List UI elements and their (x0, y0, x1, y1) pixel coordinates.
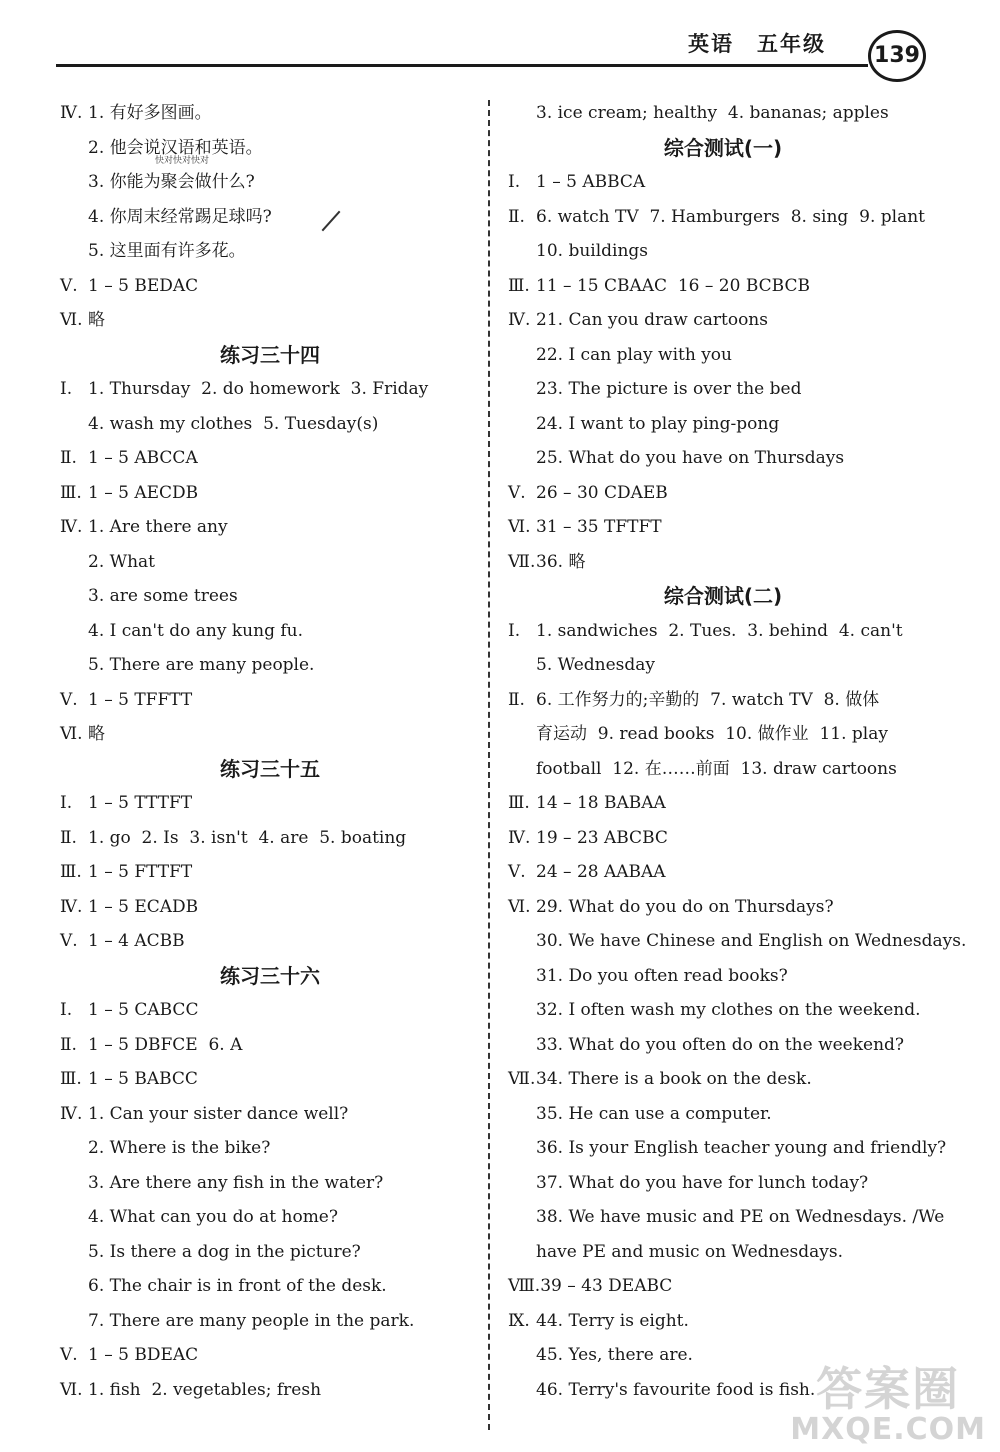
answer-text: 3. ice cream; healthy 4. bananas; apples (536, 103, 889, 123)
section-title: 练习三十五 (220, 756, 320, 781)
question-number: Ⅴ. (60, 275, 78, 296)
header-rule (56, 64, 868, 67)
answer-line (508, 1131, 947, 1166)
answer-line (60, 303, 480, 338)
answer-text: 4. 你周末经常踢足球吗? (88, 206, 272, 227)
answer-line (60, 441, 480, 476)
question-number: Ⅳ. (60, 1103, 83, 1124)
question-number: Ⅲ. (60, 862, 82, 882)
watermark (790, 1364, 986, 1446)
answer-line (508, 545, 938, 580)
answer-line (60, 579, 480, 614)
answer-text: 6. watch TV 7. Hamburgers 8. sing 9. plant (536, 206, 925, 227)
answer-text: 46. Terry's favourite food is fish. (536, 1379, 816, 1400)
answer-text: 5. There are many people. (88, 655, 315, 675)
answer-text: 2. Where is the bike? (88, 1138, 271, 1158)
answer-text: 4. wash my clothes 5. Tuesday(s) (88, 413, 379, 434)
answer-text: 36. 略 (536, 551, 586, 572)
answer-line (60, 614, 480, 649)
answer-line (60, 924, 480, 959)
answer-text: 29. What do you do on Thursdays? (536, 896, 834, 917)
answer-line (508, 407, 938, 442)
answer-text: 23. The picture is over the bed (536, 379, 802, 399)
answer-text: 1. Are there any (88, 517, 228, 537)
answer-text: 35. He can use a computer. (536, 1103, 772, 1124)
answer-line (60, 855, 480, 890)
answer-line (60, 1200, 480, 1235)
answer-line (508, 959, 938, 994)
question-number: Ⅵ. (508, 896, 531, 917)
answer-text: 25. What do you have on Thursdays (536, 448, 845, 468)
answer-text: 1. Thursday 2. do homework 3. Friday (88, 379, 429, 399)
answer-text: 6. The chair is in front of the desk. (88, 1276, 387, 1296)
question-number: Ⅴ. (60, 1345, 78, 1365)
answer-line (60, 200, 480, 235)
answer-text: 19 – 23 ABCBC (536, 827, 668, 848)
question-number: Ⅱ. (60, 827, 77, 848)
answer-line (60, 1028, 480, 1063)
answer-line (508, 269, 938, 304)
answer-line (60, 131, 480, 166)
question-number: Ⅴ. (60, 931, 78, 951)
section-title: 练习三十六 (220, 963, 320, 988)
question-number: Ⅲ. (60, 1069, 82, 1089)
question-number: Ⅰ. (60, 379, 73, 399)
answer-line (60, 786, 480, 821)
answer-text: 34. There is a book on the desk. (536, 1069, 812, 1089)
question-number: Ⅱ. (508, 689, 525, 710)
answer-text: 32. I often wash my clothes on the weekend. (536, 1000, 921, 1020)
answer-line (508, 1269, 938, 1304)
question-number: Ⅶ. (508, 1069, 536, 1089)
answer-line (60, 1269, 480, 1304)
answer-text: 36. Is your English teacher young and friendly? (536, 1138, 947, 1158)
answer-text: 1 – 5 ABBCA (536, 172, 646, 192)
answer-text: 5. 这里面有许多花。 (88, 241, 246, 261)
answer-line (60, 993, 480, 1028)
answer-text: 21. Can you draw cartoons (536, 310, 768, 330)
section-title: 综合测试(二) (663, 584, 783, 608)
answer-line (508, 200, 938, 235)
answer-line (60, 648, 480, 683)
answer-text: 1 – 5 FTTFT (88, 862, 193, 882)
answer-text: 24. I want to play ping-pong (536, 413, 780, 434)
answer-text: 5. Is there a dog in the picture? (88, 1241, 361, 1262)
answer-text: 1 – 4 ACBB (88, 931, 185, 951)
answer-line (508, 165, 938, 200)
answer-text: 14 – 18 BABAA (536, 793, 666, 813)
answer-text: 1. fish 2. vegetables; fresh (88, 1379, 322, 1400)
answer-line (508, 476, 938, 511)
answer-line (508, 1304, 938, 1339)
answer-line (60, 165, 480, 200)
question-number: Ⅱ. (60, 1034, 77, 1055)
answer-text: 1. 有好多图画。 (88, 103, 212, 123)
section-title: 综合测试(一) (663, 135, 783, 160)
answer-line (508, 890, 938, 925)
answer-line (508, 786, 938, 821)
question-number: Ⅴ. (508, 862, 526, 882)
question-number: Ⅵ. (60, 310, 83, 330)
answer-line (508, 648, 938, 683)
answer-line (60, 1338, 480, 1373)
question-number: Ⅲ. (508, 793, 530, 813)
answer-line (508, 683, 938, 718)
answer-text: 7. There are many people in the park. (88, 1310, 415, 1331)
answer-line (60, 476, 480, 511)
answer-line (60, 1062, 480, 1097)
answer-text: football 12. 在……前面 13. draw cartoons (536, 758, 897, 779)
answer-line (508, 993, 938, 1028)
answer-text: 1 – 5 BDEAC (88, 1345, 199, 1365)
question-number: Ⅳ. (60, 896, 83, 917)
watermark-logo-text: 答案圈 (816, 1362, 961, 1416)
answer-text: 1 – 5 BEDAC (88, 275, 199, 296)
answer-text: 3. 你能为聚会做什么? (88, 172, 255, 192)
answer-text: 3. Are there any fish in the water? (88, 1172, 384, 1193)
answer-line (508, 855, 938, 890)
answer-text: 5. Wednesday (536, 655, 656, 675)
question-number: Ⅶ. (508, 551, 536, 572)
answer-line (508, 924, 967, 959)
answer-line (60, 372, 480, 407)
answer-text: 1 – 5 AECDB (88, 482, 199, 503)
answer-text: 22. I can play with you (536, 344, 732, 365)
answer-line (60, 407, 480, 442)
question-number: Ⅵ. (60, 724, 83, 744)
answer-text: 2. What (88, 551, 156, 572)
question-number: Ⅳ. (60, 517, 83, 537)
column-divider (488, 100, 490, 1430)
left-column (60, 96, 480, 1407)
answer-text: have PE and music on Wednesdays. (536, 1241, 844, 1262)
answer-line (60, 890, 480, 925)
answer-text: 37. What do you have for lunch today? (536, 1172, 869, 1193)
answer-line (60, 1373, 480, 1408)
question-number: Ⅸ. (508, 1310, 530, 1331)
answer-text: 11 – 15 CBAAC 16 – 20 BCBCB (536, 275, 810, 296)
answer-line (508, 510, 938, 545)
answer-text: 10. buildings (536, 241, 649, 261)
answer-text: 1. go 2. Is 3. isn't 4. are 5. boating (88, 827, 407, 848)
answer-line (508, 338, 938, 373)
answer-line (60, 545, 480, 580)
answer-text: 2. 他会说汉语和英语。 (88, 137, 263, 158)
answer-line (60, 234, 480, 269)
answer-line (60, 96, 480, 131)
answer-line (508, 1062, 938, 1097)
question-number: Ⅲ. (508, 275, 530, 296)
answer-line (60, 683, 480, 718)
answer-line (508, 441, 938, 476)
right-column (508, 96, 967, 1407)
question-number: Ⅱ. (508, 206, 525, 227)
answer-line (508, 372, 938, 407)
answer-text: 略 (88, 724, 105, 744)
answer-line (60, 1166, 480, 1201)
answer-line (508, 1200, 945, 1235)
answer-text: 33. What do you often do on the weekend? (536, 1034, 905, 1055)
book-title: 英语 五年级 (688, 32, 826, 56)
answer-line (60, 821, 480, 856)
answer-text: 31 – 35 TFTFT (536, 517, 662, 537)
answer-text: 1 – 5 ECADB (88, 896, 199, 917)
answer-text: 26 – 30 CDAEB (536, 482, 668, 503)
question-number: Ⅵ. (508, 517, 531, 537)
answer-text: 育运动 9. read books 10. 做作业 11. play (536, 724, 888, 744)
answer-text: 24 – 28 AABAA (536, 862, 666, 882)
answer-text: 1 – 5 DBFCE 6. A (88, 1034, 243, 1055)
question-number: Ⅴ. (60, 689, 78, 710)
answer-line (60, 1235, 480, 1270)
question-number: Ⅰ. (60, 1000, 73, 1020)
answer-line (60, 1304, 480, 1339)
question-number: Ⅳ. (60, 103, 83, 123)
answer-line (60, 510, 480, 545)
answer-line (508, 1028, 938, 1063)
answer-text: 4. I can't do any kung fu. (88, 620, 303, 641)
answer-line (508, 1166, 938, 1201)
question-number: Ⅲ. (60, 482, 82, 503)
answer-text: 3. are some trees (88, 586, 238, 606)
question-number: Ⅰ. (508, 172, 521, 192)
question-number: Ⅷ. (508, 1276, 541, 1296)
answer-text: 1. Can your sister dance well? (88, 1103, 349, 1124)
watermark-site: MXQE.COM (790, 1412, 986, 1447)
handwritten-scribble: 快对快对快对 (155, 156, 210, 166)
question-number: Ⅴ. (508, 482, 526, 503)
answer-line (508, 303, 938, 338)
answer-line (508, 717, 938, 752)
answer-text: 1 – 5 ABCCA (88, 448, 198, 468)
question-number: Ⅱ. (60, 448, 77, 468)
answer-text: 1 – 5 BABCC (88, 1069, 198, 1089)
question-number: Ⅳ. (508, 827, 531, 848)
page-number-badge: 139 (868, 30, 926, 82)
question-number: Ⅵ. (60, 1379, 83, 1400)
answer-text: 1 – 5 CABCC (88, 1000, 199, 1020)
answer-line (508, 234, 938, 269)
answer-line (60, 1097, 480, 1132)
answer-text: 1. sandwiches 2. Tues. 3. behind 4. can't (536, 620, 903, 641)
answer-text: 1 – 5 TTTFT (88, 793, 193, 813)
answer-line (508, 821, 938, 856)
answer-text: 38. We have music and PE on Wednesdays. /We (536, 1207, 945, 1227)
question-number: Ⅳ. (508, 310, 531, 330)
section-title: 练习三十四 (220, 342, 320, 367)
answer-line (60, 717, 480, 752)
question-number: Ⅰ. (60, 793, 73, 813)
answer-text: 6. 工作努力的;辛勤的 7. watch TV 8. 做体 (536, 689, 880, 710)
answer-line (508, 96, 938, 131)
answer-line (60, 1131, 480, 1166)
answer-text: 4. What can you do at home? (88, 1207, 338, 1227)
answer-line (508, 1235, 938, 1270)
answer-text: 45. Yes, there are. (536, 1345, 693, 1365)
answer-text: 44. Terry is eight. (536, 1310, 689, 1331)
answer-line (508, 614, 938, 649)
answer-line (508, 1097, 938, 1132)
answer-line (508, 752, 938, 787)
answer-text: 30. We have Chinese and English on Wednesdays. (536, 931, 967, 951)
answer-text: 31. Do you often read books? (536, 965, 788, 986)
answer-text: 1 – 5 TFFTT (88, 689, 193, 710)
question-number: Ⅰ. (508, 620, 521, 641)
answer-line (60, 269, 480, 304)
answer-text: 39 – 43 DEABC (540, 1276, 673, 1296)
answer-text: 略 (88, 310, 105, 330)
